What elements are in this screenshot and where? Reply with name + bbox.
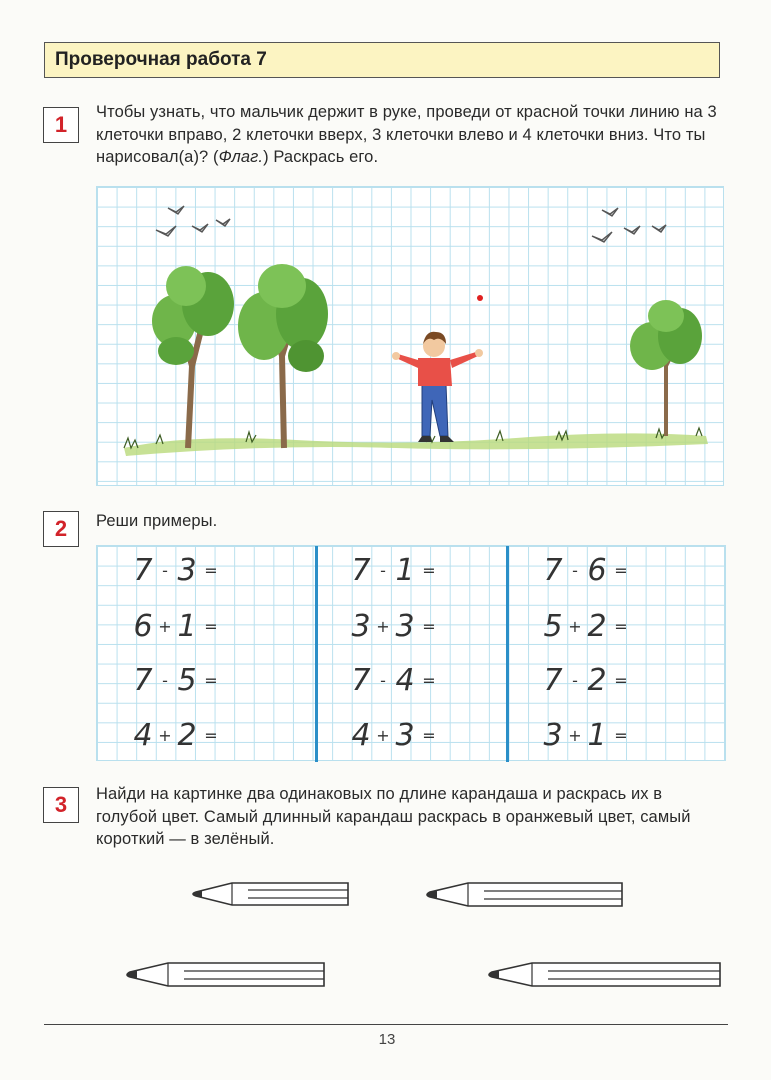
footer-rule (44, 1024, 728, 1025)
example-c3-r2 (540, 609, 632, 644)
example-operand-a: 4 (351, 718, 371, 753)
example-operator: - (572, 671, 578, 690)
page-number: 13 (378, 1031, 396, 1048)
task-1-number: 1 (43, 107, 79, 143)
example-operator: - (162, 561, 168, 580)
pencil-top-right (422, 880, 626, 910)
example-equals: = (204, 726, 218, 745)
illustration (96, 186, 724, 486)
example-operator: + (158, 617, 172, 636)
birds-right (592, 208, 666, 242)
example-c2-r1 (348, 553, 440, 588)
example-operand-b: 1 (587, 718, 607, 753)
task-3-number: 3 (43, 787, 79, 823)
example-operator: + (568, 726, 582, 745)
pencil-top-left (188, 880, 352, 908)
grass-ground (124, 428, 708, 456)
example-operand-b: 3 (395, 609, 415, 644)
tree-left-1 (152, 266, 234, 448)
task-1-instruction (96, 101, 726, 169)
red-start-dot (477, 295, 483, 301)
example-operand-b: 4 (395, 663, 415, 698)
task-1-text-start: Чтобы узнать, что мальчик держит в руке, проведи от красной точки линию на 3 клеточки вправо, 2 клеточки вверх, 3 клеточки влево и 4 клеточки вниз. Что ты нарисовал(а)? ( (96, 103, 717, 166)
example-c1-r4 (130, 718, 222, 753)
example-c3-r1 (540, 553, 632, 588)
example-operand-a: 5 (543, 609, 563, 644)
example-operator: + (376, 726, 390, 745)
example-equals: = (422, 671, 436, 690)
task-2-instruction: Реши примеры. (96, 512, 218, 530)
example-operator: - (380, 561, 386, 580)
example-c1-r1 (130, 553, 222, 588)
example-equals: = (614, 617, 628, 636)
example-operand-b: 5 (177, 663, 197, 698)
example-equals: = (614, 561, 628, 580)
birds-left (156, 206, 230, 236)
column-divider-2 (506, 546, 509, 762)
boy-figure (392, 332, 483, 442)
example-operand-b: 1 (177, 609, 197, 644)
example-c1-r3 (130, 663, 222, 698)
example-operand-b: 2 (587, 663, 607, 698)
example-equals: = (422, 561, 436, 580)
page-title: Проверочная работа 7 (44, 42, 720, 78)
pencil-bottom-left (122, 960, 328, 990)
example-operator: - (380, 671, 386, 690)
example-c3-r4 (540, 718, 632, 753)
example-equals: = (204, 671, 218, 690)
example-c2-r4 (348, 718, 440, 753)
tree-left-2 (238, 264, 328, 448)
example-equals: = (422, 617, 436, 636)
example-operand-b: 2 (177, 718, 197, 753)
example-equals: = (614, 671, 628, 690)
example-operand-a: 7 (543, 663, 563, 698)
example-operand-b: 3 (177, 553, 197, 588)
task-2-number: 2 (43, 511, 79, 547)
pencil-bottom-right (484, 960, 724, 990)
example-operand-b: 6 (587, 553, 607, 588)
example-operand-a: 6 (133, 609, 153, 644)
example-equals: = (614, 726, 628, 745)
example-operand-b: 1 (395, 553, 415, 588)
example-operand-a: 7 (351, 553, 371, 588)
example-equals: = (204, 617, 218, 636)
example-equals: = (204, 561, 218, 580)
example-operand-a: 7 (543, 553, 563, 588)
column-divider-1 (315, 546, 318, 762)
example-operand-a: 4 (133, 718, 153, 753)
example-operand-a: 3 (543, 718, 563, 753)
example-c1-r2 (130, 609, 222, 644)
example-operand-a: 3 (351, 609, 371, 644)
example-operand-a: 7 (351, 663, 371, 698)
tree-right (630, 300, 702, 436)
task-3-instruction: Найди на картинке два одинаковых по длине карандаша и раскрась их в голубой цвет. Самый длинный карандаш раскрась в оранжевый цвет, самый короткий — в зелёный. (96, 785, 691, 848)
example-operator: + (568, 617, 582, 636)
example-operator: - (162, 671, 168, 690)
example-operand-a: 7 (133, 553, 153, 588)
example-operand-b: 3 (395, 718, 415, 753)
example-operator: + (376, 617, 390, 636)
example-operand-a: 7 (133, 663, 153, 698)
example-equals: = (422, 726, 436, 745)
example-c2-r3 (348, 663, 440, 698)
example-operator: - (572, 561, 578, 580)
task-1-answer-hint: Флаг. (218, 148, 264, 166)
example-c3-r3 (540, 663, 632, 698)
example-operand-b: 2 (587, 609, 607, 644)
task-1-text-end: ) Раскрась его. (263, 148, 379, 166)
example-c2-r2 (348, 609, 440, 644)
example-operator: + (158, 726, 172, 745)
